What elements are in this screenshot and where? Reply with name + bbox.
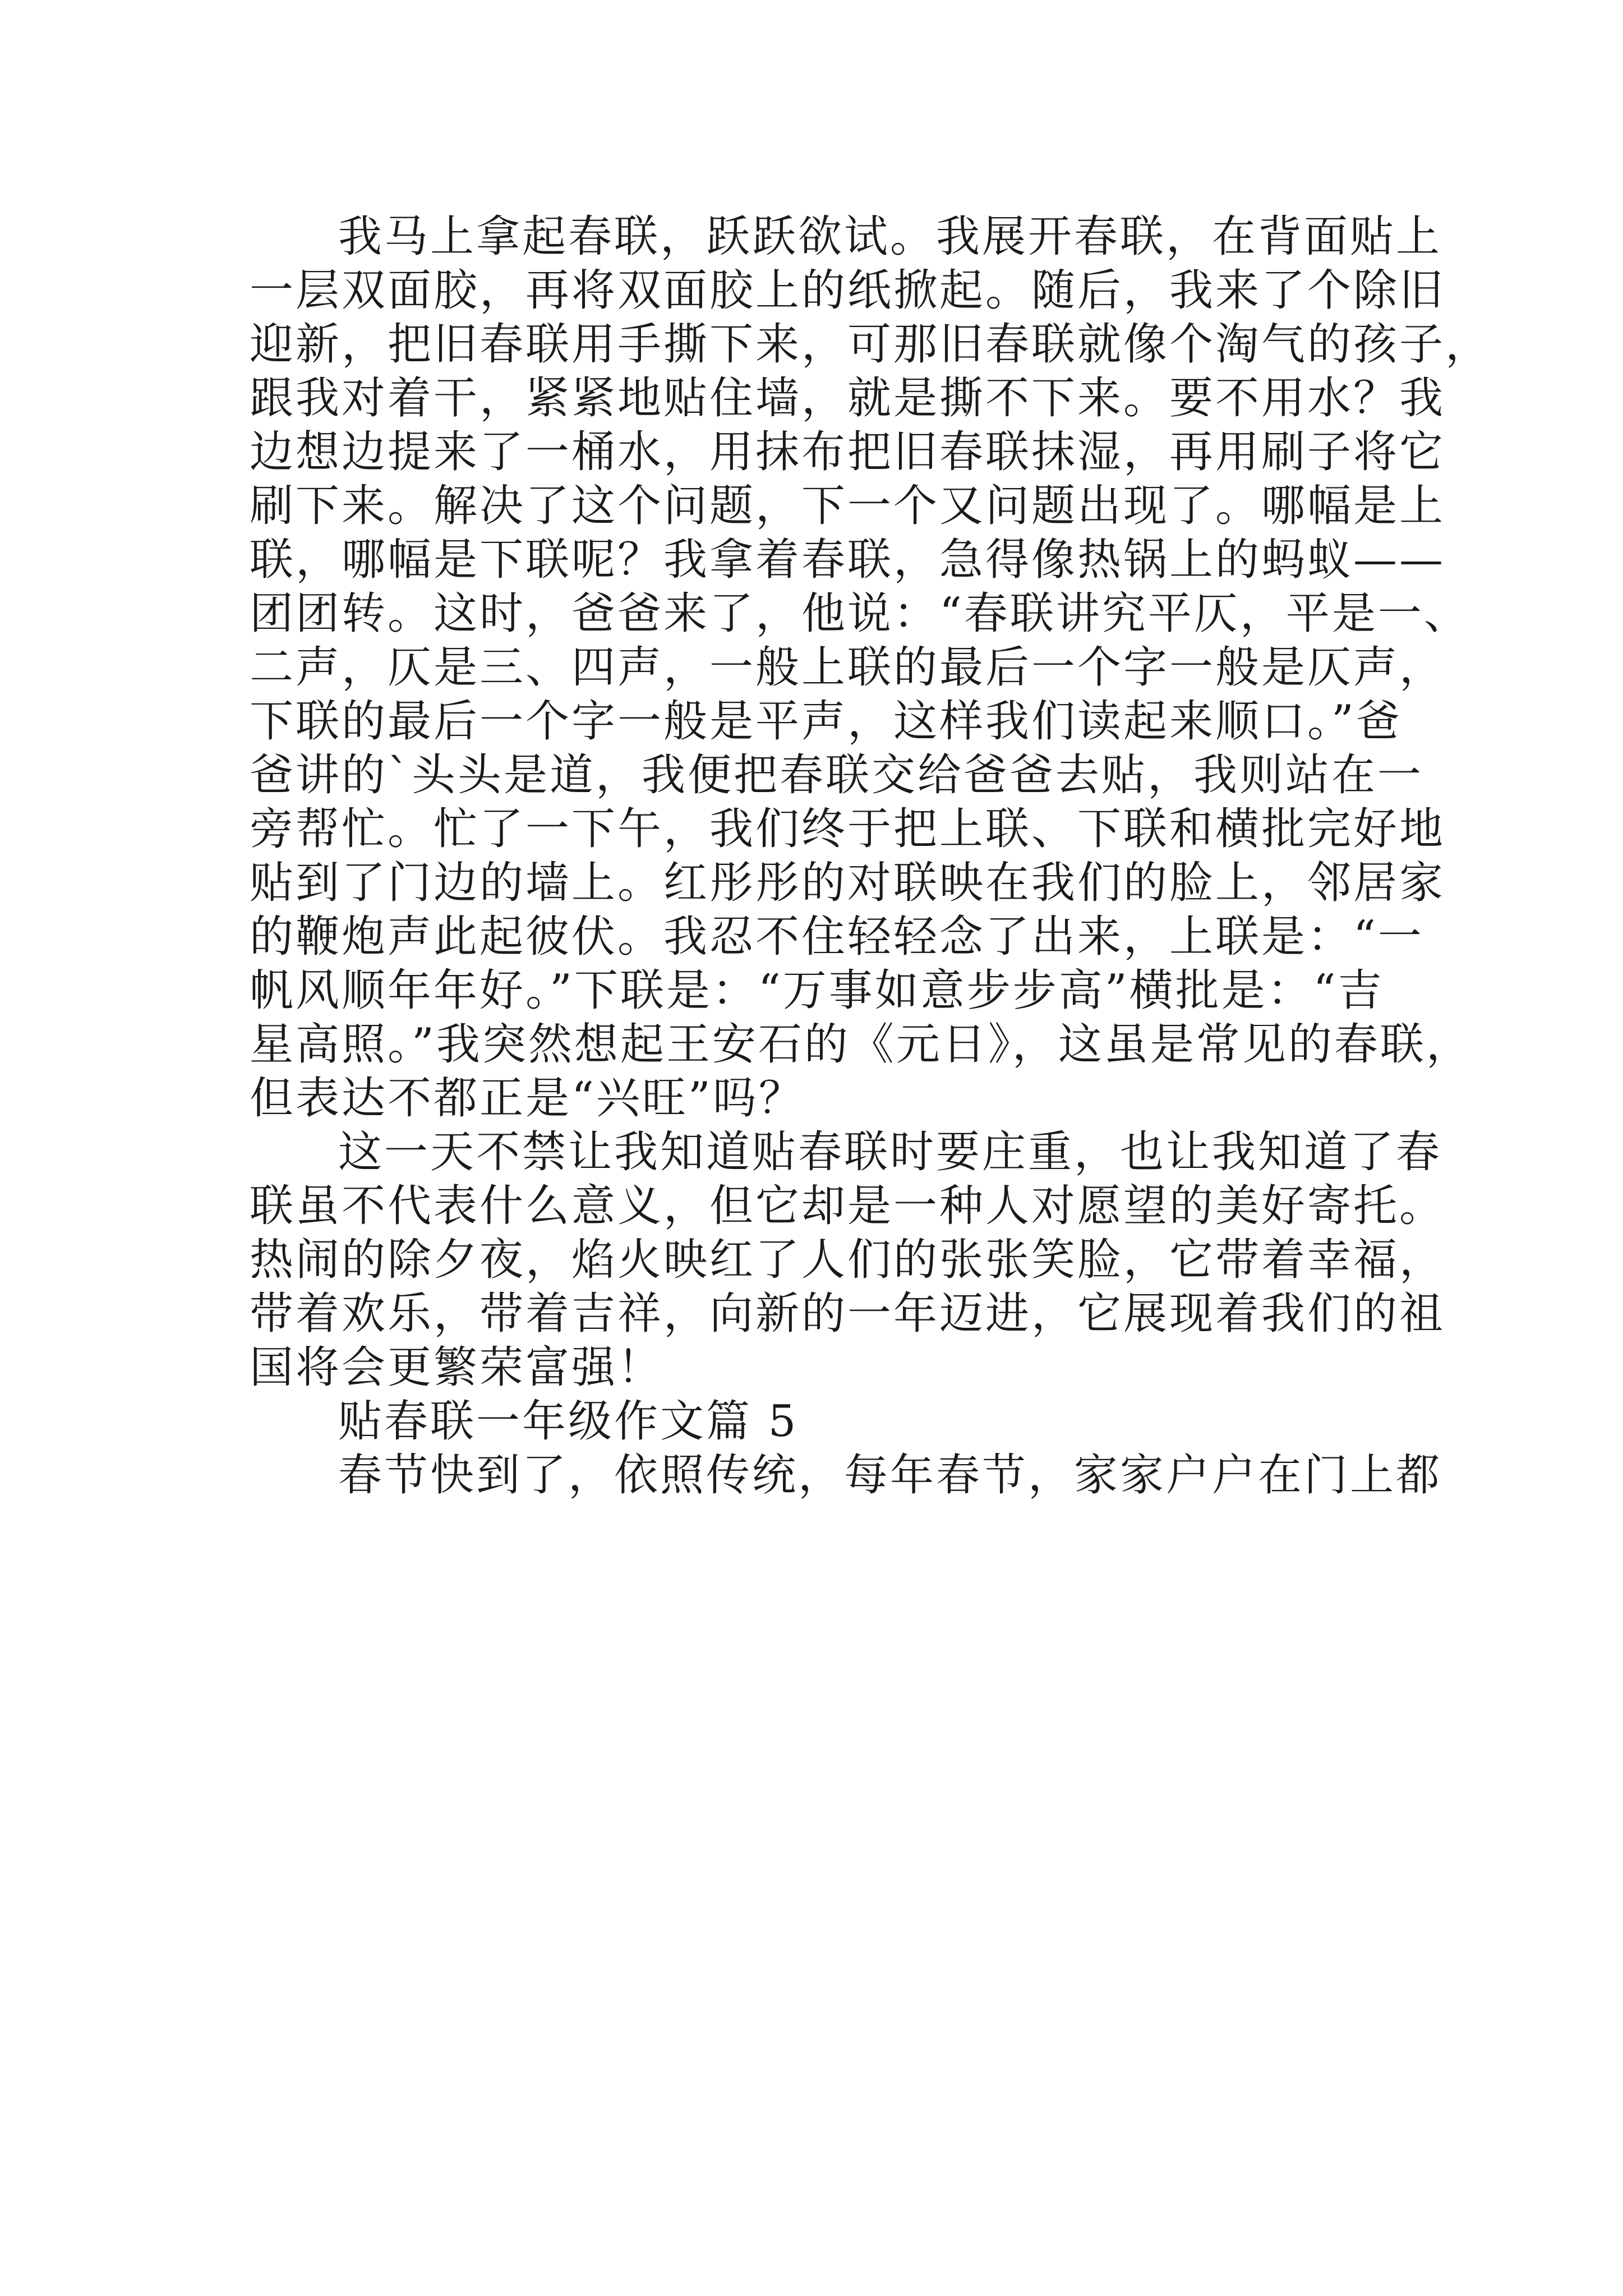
section-heading: 贴春联一年级作文篇 5 — [338, 1396, 799, 1447]
paragraph-line: 春节快到了，依照传统，每年春节，家家户户在门上都 — [338, 1450, 1442, 1501]
paragraph-line: 团团转。这时，爸爸来了，他说：“春联讲究平仄，平是一、 — [250, 588, 1470, 639]
paragraph-line: 刷下来。解决了这个问题，下一个又问题出现了。哪幅是上 — [250, 481, 1446, 531]
paragraph-line: 带着欢乐，带着吉祥，向新的一年迈进，它展现着我们的祖 — [250, 1289, 1446, 1339]
paragraph-line: 这一天不禁让我知道贴春联时要庄重，也让我知道了春 — [338, 1127, 1442, 1177]
paragraph-line: 爸讲的`头头是道，我便把春联交给爸爸去贴，我则站在一 — [250, 750, 1424, 800]
paragraph-line: 边想边提来了一桶水，用抹布把旧春联抹湿，再用刷子将它 — [250, 427, 1446, 477]
paragraph-line: 二声，仄是三、四声，一般上联的最后一个字一般是仄声， — [250, 642, 1446, 693]
paragraph-line: 国将会更繁荣富强！ — [250, 1342, 664, 1393]
paragraph-line: 联虽不代表什么意义，但它却是一种人对愿望的美好寄托。 — [250, 1181, 1446, 1231]
paragraph-line: 但表达不都正是“兴旺”吗？ — [250, 1073, 805, 1124]
paragraph-line: 联，哪幅是下联呢？我拿着春联，急得像热锅上的蚂蚁—— — [250, 535, 1446, 585]
paragraph-line: 热闹的除夕夜，焰火映红了人们的张张笑脸，它带着幸福， — [250, 1235, 1446, 1285]
paragraph-line: 下联的最后一个字一般是平声，这样我们读起来顺口。”爸 — [250, 696, 1402, 747]
paragraph-line: 贴到了门边的墙上。红彤彤的对联映在我们的脸上，邻居家 — [250, 858, 1446, 908]
paragraph-line: 星高照。”我突然想起王安石的《元日》，这虽是常见的春联， — [250, 1019, 1472, 1070]
paragraph-line: 迎新，把旧春联用手撕下来，可那旧春联就像个淘气的孩子， — [250, 319, 1492, 370]
paragraph-line: 旁帮忙。忙了一下午，我们终于把上联、下联和横批完好地 — [250, 804, 1446, 854]
paragraph-line: 跟我对着干，紧紧地贴住墙，就是撕不下来。要不用水？我 — [250, 373, 1446, 424]
paragraph-line: 帆风顺年年好。”下联是：“万事如意步步高”横批是：“吉 — [250, 965, 1384, 1016]
paragraph-line: 一层双面胶，再将双面胶上的纸掀起。随后，我来了个除旧 — [250, 265, 1446, 316]
paragraph-line: 我马上拿起春联，跃跃欲试。我展开春联，在背面贴上 — [338, 211, 1442, 262]
paragraph-line: 的鞭炮声此起彼伏。我忍不住轻轻念了出来，上联是：“一 — [250, 912, 1424, 962]
